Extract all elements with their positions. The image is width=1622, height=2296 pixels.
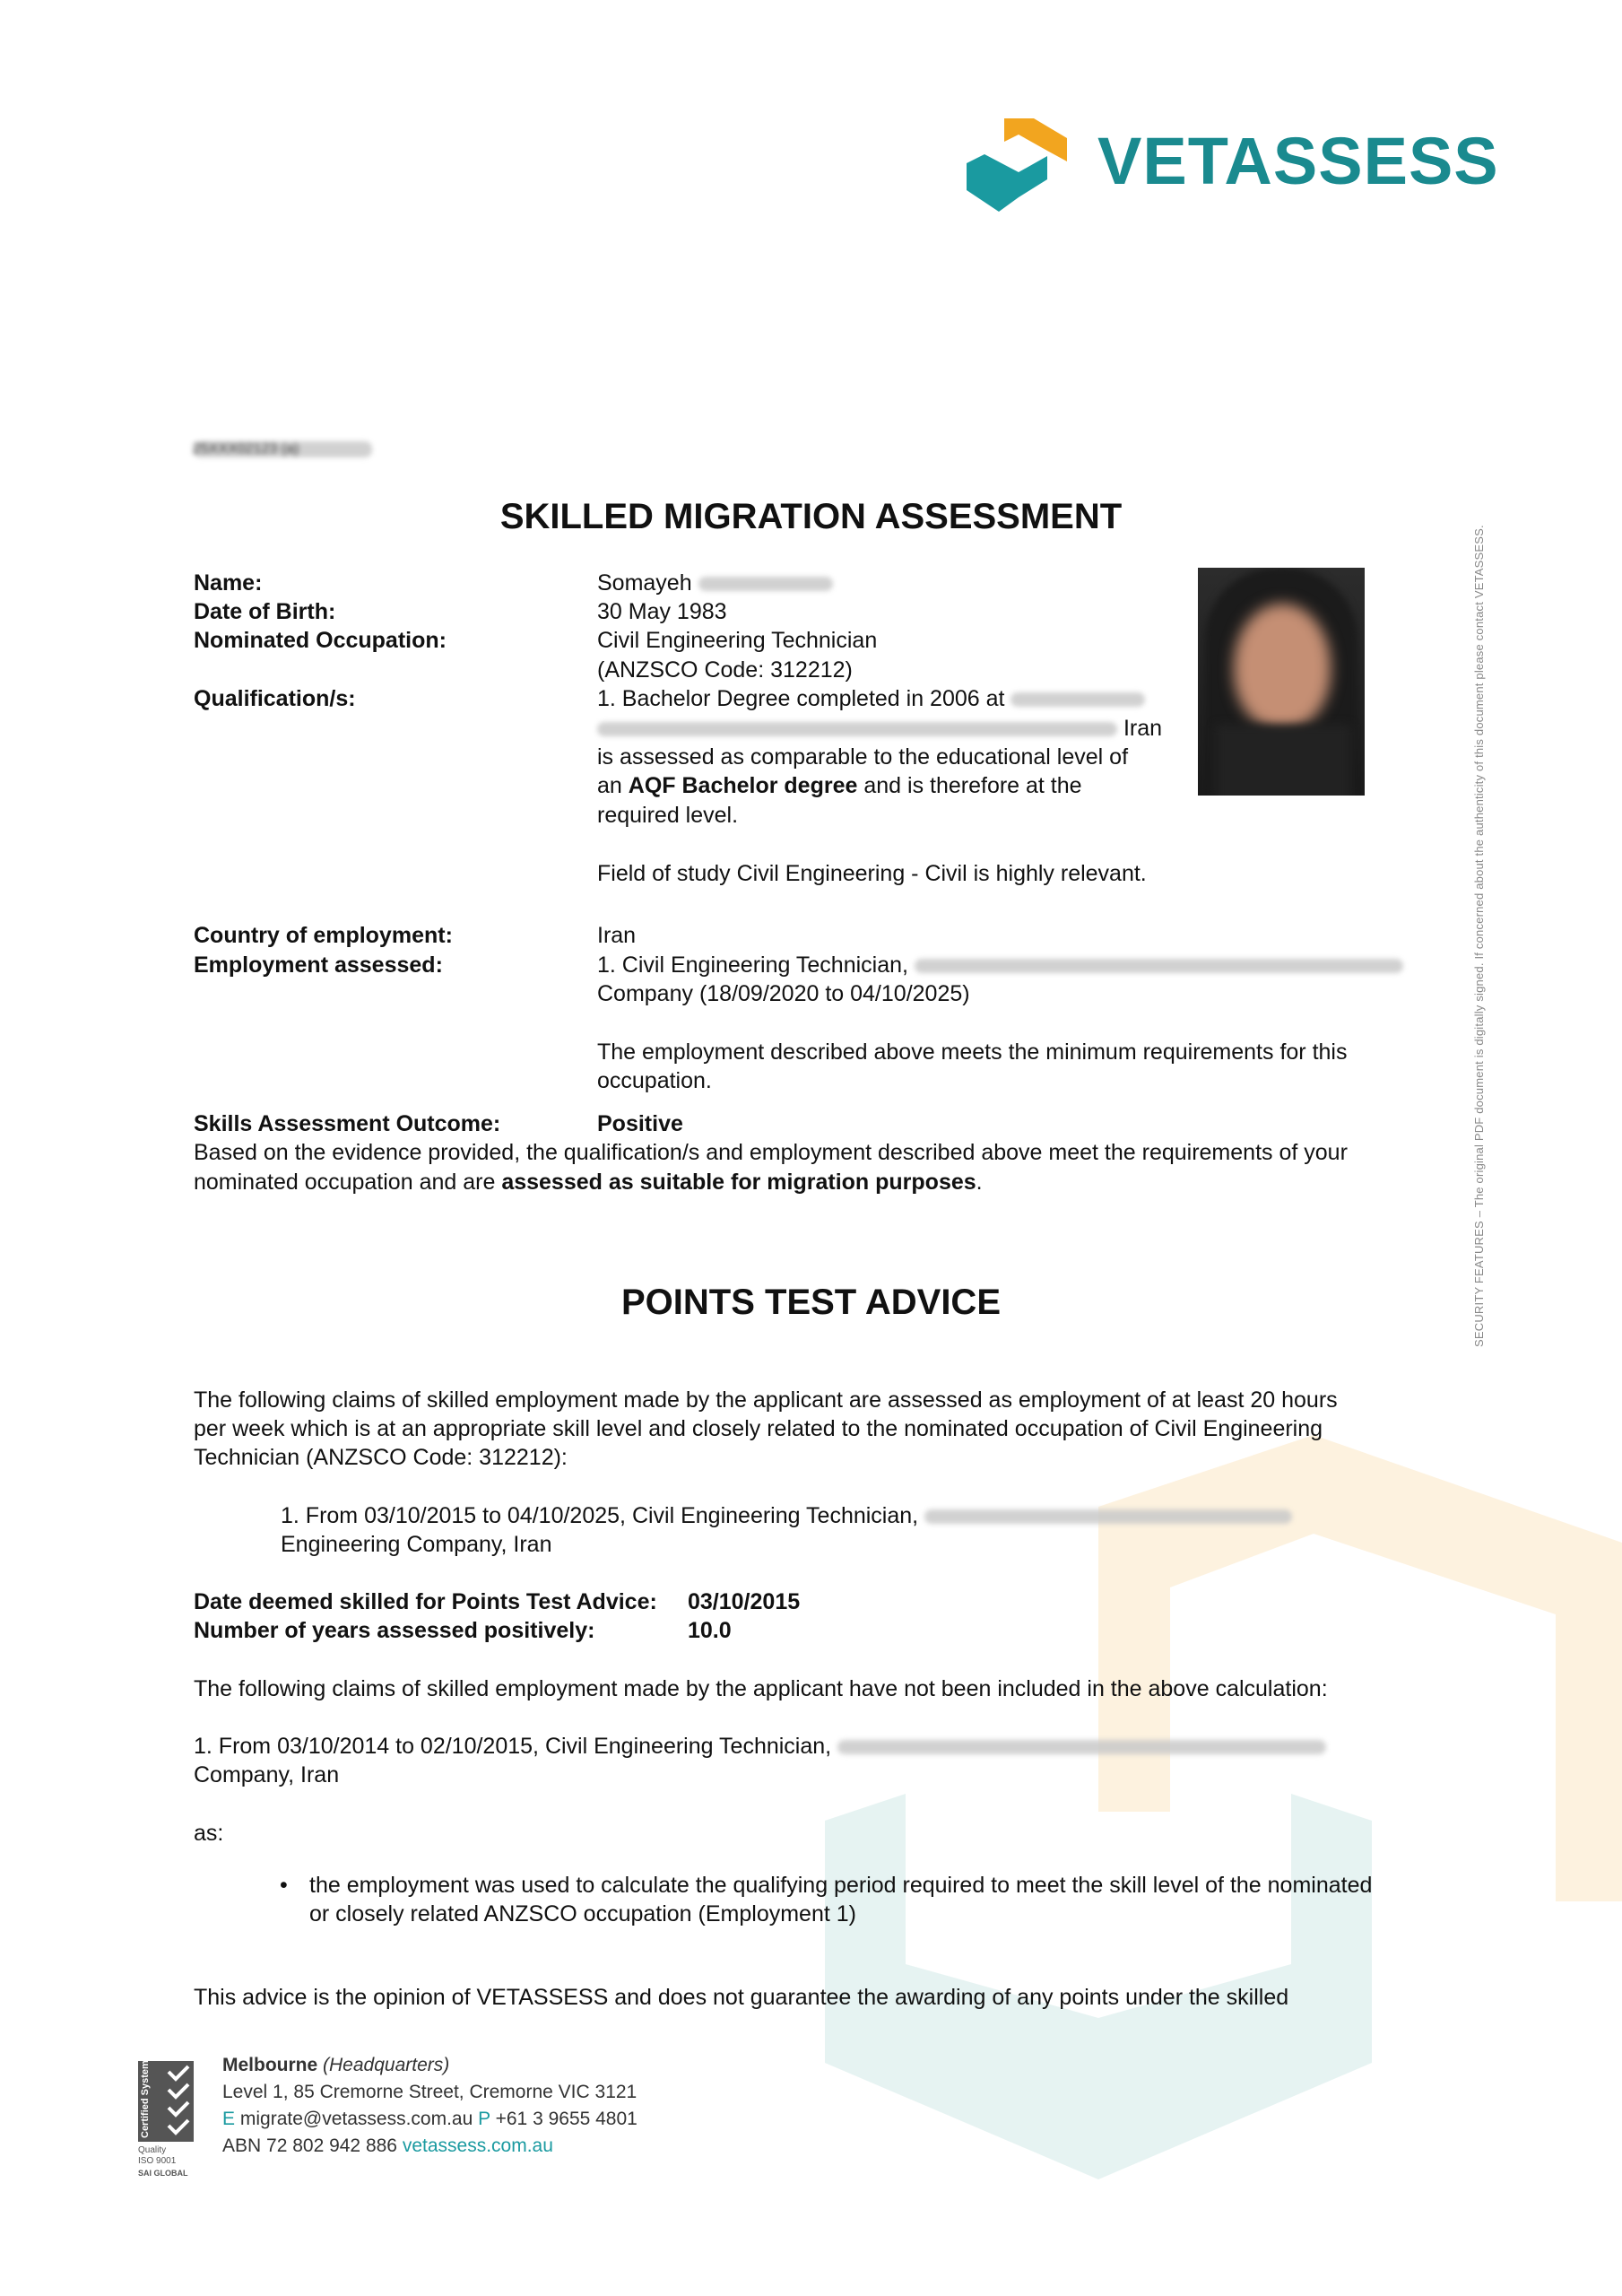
date-skilled-label: Date deemed skilled for Points Test Advice: [194, 1589, 657, 1614]
employment-line-1: 1. Civil Engineering Technician, [597, 951, 1403, 979]
dob-value: 30 May 1983 [597, 599, 727, 624]
cert-quality: Quality [138, 2145, 167, 2155]
reference-number-redacted: 25XXX02123 (a) [193, 441, 372, 457]
institution-redacted-2 [597, 722, 1117, 736]
footer-contact: E migrate@vetassess.com.au P +61 3 9655 4801 [222, 2109, 638, 2129]
anzsco-code: (ANZSCO Code: 312212) [597, 657, 853, 683]
outcome-label: Skills Assessment Outcome: [194, 1111, 501, 1136]
date-skilled-value: 03/10/2015 [688, 1589, 801, 1614]
logo-mark-icon [967, 118, 1067, 212]
bullet-line-1: the employment was used to calculate the qualifying period required to meet the skill level of the nominated [309, 1873, 1373, 1898]
years-value: 10.0 [688, 1618, 732, 1643]
qualification-line-5: required level. [597, 803, 739, 828]
employer-redacted [915, 959, 1403, 973]
excluded-claim-line-1: 1. From 03/10/2014 to 02/10/2015, Civil Engineering Technician, [194, 1732, 1326, 1761]
name-label: Name: [194, 570, 263, 596]
qualification-line-4: an AQF Bachelor degree and is therefore at the [597, 773, 1082, 798]
qualification-line-2: Iran [597, 714, 1162, 743]
employment-line-2: Company (18/09/2020 to 04/10/2025) [597, 981, 970, 1006]
qualification-label: Qualification/s: [194, 686, 356, 711]
footer-city: Melbourne (Headquarters) [222, 2055, 450, 2075]
excluded-intro: The following claims of skilled employment made by the applicant have not been included in the above calculation: [194, 1676, 1328, 1701]
field-of-study: Field of study Civil Engineering - Civil is highly relevant. [597, 861, 1147, 886]
brand-logo [967, 115, 1505, 213]
points-intro-3: Technician (ANZSCO Code: 312212): [194, 1445, 568, 1470]
outcome-value: Positive [597, 1111, 683, 1136]
years-label: Number of years assessed positively: [194, 1618, 595, 1643]
employment-label: Employment assessed: [194, 952, 443, 978]
name-value: Somayeh [597, 569, 833, 597]
page-title: SKILLED MIGRATION ASSESSMENT [499, 497, 1123, 536]
applicant-photo [1198, 568, 1365, 796]
points-intro-2: per week which is at an appropriate skill level and closely related to the nominated occupation of Civil Engineering [194, 1416, 1323, 1441]
excluded-claim-line-2: Company, Iran [194, 1762, 340, 1787]
reference-number [193, 441, 372, 457]
as-label: as: [194, 1821, 224, 1846]
outcome-text-1: Based on the evidence provided, the qualification/s and employment described above meet the requirements of your [194, 1140, 1348, 1165]
security-features-text: SECURITY FEATURES – The original PDF document is digitally signed. If concerned about the authenticity of this document please contact VETASSESS. [1472, 525, 1486, 1347]
logo-wordmark: VETASSESS [1097, 124, 1499, 198]
institution-redacted [1010, 692, 1145, 707]
cert-iso: ISO 9001 [138, 2156, 177, 2166]
cert-sai: SAI GLOBAL [138, 2169, 188, 2178]
footer-phone: +61 3 9655 4801 [495, 2109, 638, 2129]
footer-address: Level 1, 85 Cremorne Street, Cremorne VIC 3121 [222, 2082, 638, 2102]
footer-email[interactable]: migrate@vetassess.com.au [239, 2109, 473, 2129]
checkmarks-icon [167, 2065, 190, 2140]
footer-abn: ABN 72 802 942 886 vetassess.com.au [222, 2135, 553, 2156]
country-value: Iran [597, 923, 637, 948]
employment-note-1: The employment described above meets the minimum requirements for this [597, 1039, 1348, 1065]
occupation-label: Nominated Occupation: [194, 628, 447, 653]
advice-line: This advice is the opinion of VETASSESS and does not guarantee the awarding of any points under the skilled [194, 1985, 1289, 2010]
claim-1-line-2: Engineering Company, Iran [281, 1532, 552, 1557]
country-label: Country of employment: [194, 923, 453, 948]
excluded-employer-redacted [837, 1740, 1326, 1754]
outcome-text-2: nominated occupation and are assessed as suitable for migration purposes. [194, 1170, 983, 1195]
claim-employer-redacted [924, 1509, 1292, 1524]
certified-system-text: Certified System [140, 2060, 151, 2138]
dob-label: Date of Birth: [194, 599, 336, 624]
employment-note-2: occupation. [597, 1068, 712, 1093]
footer-website[interactable]: vetassess.com.au [402, 2135, 553, 2156]
certification-badge [138, 2061, 201, 2183]
points-intro-1: The following claims of skilled employment made by the applicant are assessed as employment of at least 20 hours [194, 1387, 1338, 1413]
claim-1-line-1: 1. From 03/10/2015 to 04/10/2025, Civil Engineering Technician, [281, 1501, 1292, 1530]
bullet-dot: • [280, 1873, 288, 1898]
qualification-line-3: is assessed as comparable to the educational level of [597, 744, 1129, 770]
bullet-line-2: or closely related ANZSCO occupation (Employment 1) [309, 1901, 856, 1926]
surname-redacted [698, 577, 833, 591]
qualification-line-1: 1. Bachelor Degree completed in 2006 at [597, 684, 1145, 713]
points-title: POINTS TEST ADVICE [620, 1283, 1001, 1322]
occupation-value: Civil Engineering Technician [597, 628, 878, 653]
